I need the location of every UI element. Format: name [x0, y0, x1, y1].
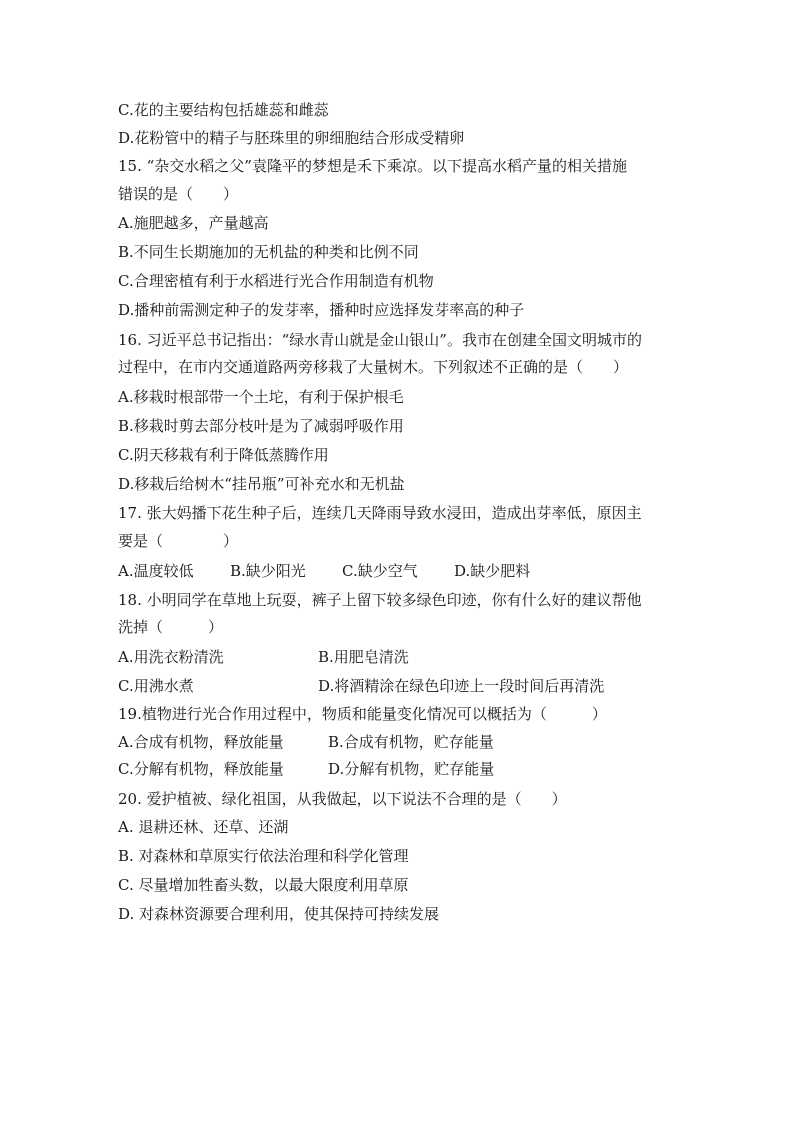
q15-option-c: C.合理密植有利于水稻进行光合作用制造有机物: [118, 272, 434, 290]
q15-option-b: B.不同生长期施加的无机盐的种类和比例不同: [118, 243, 419, 261]
q18-stem-line1: 18. 小明同学在草地上玩耍，裤子上留下较多绿色印迹，你有什么好的建议帮他: [118, 591, 642, 609]
q14-option-d: D.花粉管中的精子与胚珠里的卵细胞结合形成受精卵: [118, 129, 465, 147]
q16-option-d: D.移栽后给树木“挂吊瓶”可补充水和无机盐: [118, 475, 405, 493]
q15-option-d: D.播种前需测定种子的发芽率，播种时应选择发芽率高的种子: [118, 301, 525, 319]
q17-stem-line2: 要是（ ）: [118, 532, 239, 550]
q17-options-row: [118, 561, 678, 581]
q20-stem: 20. 爱护植被、绿化祖国，从我做起，以下说法不合理的是（ ）: [118, 790, 567, 808]
q16-option-b: B.移栽时剪去部分枝叶是为了减弱呼吸作用: [118, 417, 404, 435]
q18-options-row1: [118, 647, 678, 667]
q14-option-c: C.花的主要结构包括雄蕊和雌蕊: [118, 101, 329, 119]
q19-stem: 19.植物进行光合作用过程中，物质和能量变化情况可以概括为（ ）: [118, 705, 607, 723]
q17-stem-line1: 17. 张大妈播下花生种子后，连续几天降雨导致水浸田，造成出芽率低，原因主: [118, 504, 642, 522]
q19-option-d: D.分解有机物，贮存能量: [328, 760, 495, 778]
q19-option-b: B.合成有机物，贮存能量: [328, 733, 494, 751]
q16-option-a: A.移栽时根部带一个土坨，有利于保护根毛: [118, 388, 404, 406]
q15-option-a: A.施肥越多，产量越高: [118, 214, 269, 232]
q18-stem-line2: 洗掉（ ）: [118, 618, 224, 636]
q20-option-b: B. 对森林和草原实行依法治理和科学化管理: [118, 847, 409, 865]
q19-option-a: A.合成有机物，释放能量: [118, 733, 284, 751]
q18-options-row2: [118, 676, 678, 696]
q20-option-a: A. 退耕还林、还草、还湖: [118, 818, 289, 836]
q17-option-c: C.缺少空气: [342, 562, 418, 580]
q17-option-d: D.缺少肥料: [454, 562, 531, 580]
q19-options-row1: [118, 732, 678, 752]
q20-option-c: C. 尽量增加牲畜头数，以最大限度利用草原: [118, 876, 409, 894]
q18-option-b: B.用肥皂清洗: [318, 648, 409, 666]
q15-stem-line1: 15. “杂交水稻之父”袁隆平的梦想是禾下乘凉。以下提高水稻产量的相关措施: [118, 157, 627, 175]
q15-stem-line2: 错误的是（ ）: [118, 185, 239, 203]
q17-option-a: A.温度较低: [118, 562, 194, 580]
q19-options-row2: [118, 759, 678, 779]
q16-stem-line2: 过程中，在市内交通道路两旁移栽了大量树木。下列叙述不正确的是（ ）: [118, 358, 629, 376]
q16-stem-line1: 16. 习近平总书记指出：“绿水青山就是金山银山”。我市在创建全国文明城市的: [118, 331, 642, 349]
q17-option-b: B.缺少阳光: [230, 562, 306, 580]
q18-option-a: A.用洗衣粉清洗: [118, 648, 224, 666]
q20-option-d: D. 对森林资源要合理利用，使其保持可持续发展: [118, 905, 440, 923]
q18-option-d: D.将酒精涂在绿色印迹上一段时间后再清洗: [318, 677, 605, 695]
q16-option-c: C.阴天移栽有利于降低蒸腾作用: [118, 446, 329, 464]
q18-option-c: C.用沸水煮: [118, 677, 194, 695]
q19-option-c: C.分解有机物，释放能量: [118, 760, 284, 778]
